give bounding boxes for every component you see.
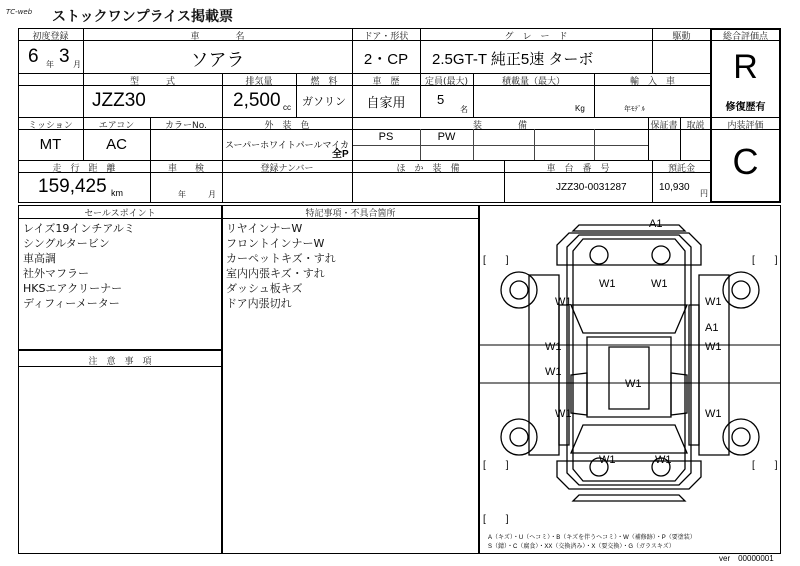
bracket-bottom: [ ]: [483, 514, 509, 525]
label-recycle: 預託金: [667, 164, 695, 174]
label-interior-eval: 内装評価: [727, 121, 764, 131]
label-history: 車 歴: [372, 77, 400, 87]
label-mileage: 走 行 距 離: [52, 164, 116, 174]
label-import: 輸 入 車: [629, 77, 675, 87]
label-capacity: 定員(最大): [424, 77, 469, 87]
tc-web-logo: TC-web: [6, 8, 33, 16]
mileage-value: 159,425: [38, 176, 107, 197]
sales-point-item: 車高調: [23, 252, 56, 265]
defect-item: リヤインナーW: [226, 222, 303, 235]
label-warranty: 保証書: [650, 121, 678, 131]
label-sales-points: セールスポイント: [84, 209, 156, 219]
diagram-mark: W1: [599, 278, 616, 290]
page-title: ストックワンプライス掲載票: [52, 9, 234, 25]
label-displacement: 排気量: [245, 77, 273, 87]
defect-item: ドア内張切れ: [226, 297, 292, 310]
overall-grade: R: [733, 48, 758, 86]
mileage-unit: km: [111, 188, 123, 198]
label-model: 型 式: [129, 77, 175, 87]
fuel-value: ガソリン: [302, 96, 346, 108]
defect-item: カーペットキズ・すれ: [226, 252, 336, 265]
bracket-right-bottom: [ ]: [752, 460, 778, 471]
diagram-mark: W1: [651, 278, 668, 290]
label-ext-color: 外 装 色: [264, 121, 310, 131]
ext-color-value: スーパーホワイトパールマイカ: [225, 140, 350, 150]
label-load: 積載量（最大）: [501, 77, 565, 87]
label-reg-plate: 登録ナンバー: [260, 164, 314, 174]
model-year: 年ﾓﾃﾞﾙ: [624, 106, 645, 113]
sales-point-item: レイズ19インチアルミ: [23, 222, 135, 235]
insp-month: 月: [208, 190, 216, 199]
history-value: 自家用: [366, 95, 406, 110]
car-diagram: [479, 205, 781, 554]
diagram-mark: W1: [545, 366, 562, 378]
label-cautions: 注 意 事 項: [88, 357, 152, 367]
defect-item: フロントインナーW: [226, 237, 325, 250]
label-inspection: 車 検: [167, 164, 204, 174]
capacity-unit: 名: [460, 105, 468, 114]
label-chassis-no: 車 台 番 号: [546, 164, 610, 174]
diagram-mark: A1: [649, 218, 663, 230]
aircon-value: AC: [106, 136, 127, 153]
reg-month-num: 6: [28, 46, 39, 67]
diagram-mark: A1: [705, 322, 719, 334]
equip-ps: PS: [378, 131, 394, 143]
diagram-mark: W1: [655, 454, 672, 466]
label-drive: 駆動: [672, 32, 691, 42]
recycle-value: 10,930: [659, 182, 690, 193]
bracket-left-bottom: [ ]: [483, 460, 509, 471]
reg-year-unit: 年: [46, 60, 54, 69]
sales-points-list: [23, 221, 135, 311]
diagram-mark: W1: [705, 341, 722, 353]
diagram-mark: W1: [555, 296, 572, 308]
bracket-left-top: [ ]: [483, 255, 509, 266]
sales-point-item: シングルタービン: [23, 237, 110, 250]
defect-item: 室内内張キズ・すれ: [226, 267, 325, 280]
load-unit: Kg: [575, 104, 585, 113]
sales-point-item: ディフィーメーター: [23, 297, 120, 310]
reg-month: 3: [59, 46, 70, 67]
diagram-legend-2: S（錆）・C（腐食）・XX（交換済み）・X（要交換）・G（ガラスキズ）: [488, 544, 675, 550]
insp-year: 年: [178, 190, 186, 199]
displacement-value: 2,500: [233, 90, 281, 111]
label-door-type: ドア・形状: [363, 32, 409, 42]
capacity-value: 5: [437, 92, 445, 107]
diagram-mark: W1: [705, 408, 722, 420]
label-mission: ミッション: [28, 121, 73, 131]
recycle-unit: 円: [700, 189, 708, 198]
mission-value: MT: [39, 136, 62, 153]
diagram-mark: W1: [555, 408, 572, 420]
label-other-equip: ほ か 装 備: [396, 164, 460, 174]
label-notes-defects: 特記事項・不具合箇所: [305, 209, 396, 219]
label-grade: グ レ ー ド: [504, 32, 568, 42]
label-first-reg: 初度登録: [32, 32, 69, 42]
label-car-name: 車 名: [190, 32, 245, 42]
displacement-unit: cc: [283, 103, 291, 112]
door-shape: 2・CP: [363, 51, 409, 68]
label-color-no: カラーNo.: [165, 121, 207, 131]
model-value: JZZ30: [92, 90, 146, 111]
defects-list: [226, 221, 336, 311]
grade-value: 2.5GT-T 純正5速 ターボ: [432, 51, 594, 68]
sales-point-item: HKSエアクリーナー: [23, 282, 123, 295]
chassis-no-value: JZZ30-0031287: [556, 182, 627, 193]
interior-grade: C: [732, 141, 759, 182]
version-label: ver 00000001: [719, 554, 774, 563]
overall-note: 修復歴有: [725, 102, 766, 113]
label-aircon: エアコン: [98, 121, 135, 131]
car-name: ソアラ: [190, 50, 245, 70]
label-equipment: 装 備: [472, 121, 527, 131]
label-fuel: 燃 料: [310, 77, 338, 87]
label-overall-eval: 総合評価点: [722, 32, 768, 42]
diagram-mark: W1: [705, 296, 722, 308]
diagram-mark: W1: [625, 378, 642, 390]
diagram-mark: W1: [545, 341, 562, 353]
defect-item: ダッシュ板キズ: [226, 282, 303, 295]
cautions-box: [18, 350, 222, 554]
sales-point-item: 社外マフラー: [23, 267, 89, 280]
label-manual: 取説: [686, 121, 705, 131]
equip-pw: PW: [437, 131, 456, 143]
diagram-mark: W1: [599, 454, 616, 466]
ext-color-suffix: 全P: [332, 149, 349, 160]
diagram-legend-1: A（キズ）・U（ヘコミ）・B（キズを伴うヘコミ）・W（補修跡）・P（要塗装）: [488, 535, 696, 541]
bracket-right-top: [ ]: [752, 255, 778, 266]
reg-month-unit: 月: [73, 60, 81, 69]
